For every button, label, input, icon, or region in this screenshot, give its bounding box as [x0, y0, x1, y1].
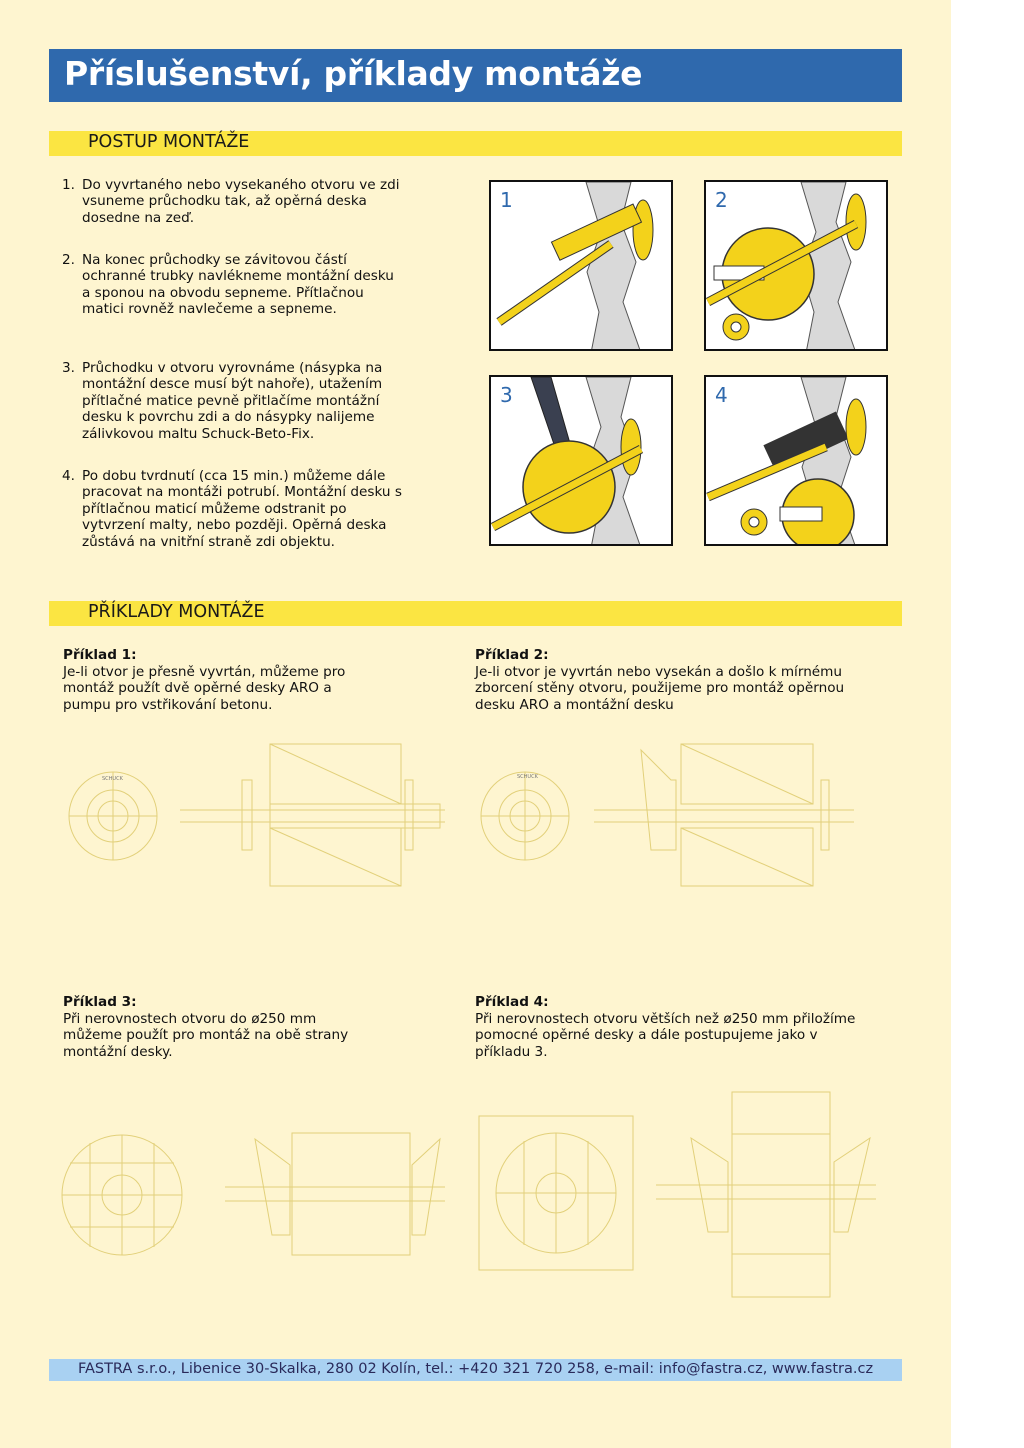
step-1-illustration-icon — [491, 182, 673, 351]
step-number: 3. — [62, 360, 75, 376]
page-title: Příslušenství, příklady montáže — [64, 54, 643, 93]
example-1-drawing — [60, 740, 450, 890]
footer-contact: FASTRA s.r.o., Libenice 30-Skalka, 280 02 Kolín, tel.: +420 321 720 258, e-mail: info@fastra.cz, www.fastra.cz — [77, 1361, 874, 1377]
example-title: Příklad 3: — [63, 994, 137, 1010]
example-title: Příklad 1: — [63, 647, 137, 663]
example-text: Při nerovnostech otvoru větších než ø250 mm přiložíme pomocné opěrné desky a dále postupujeme jako v příkladu 3. — [475, 1010, 856, 1060]
example-1 — [63, 647, 373, 713]
footer-bar — [49, 1359, 902, 1381]
step-2 — [62, 252, 402, 318]
step-number: 2. — [62, 252, 75, 268]
example-3 — [63, 994, 373, 1060]
step-4 — [62, 468, 402, 550]
step-number: 1. — [62, 177, 75, 193]
step-text: Průchodku v otvoru vyrovnáme (násypka na montážní desce musí být nahoře), utažením přítlačné matice pevně přitlačíme montážní desku k povrchu zdi a do násypky nalijeme zálivkovou maltu Schuck-Beto-Fix. — [82, 360, 383, 442]
step-number: 4. — [62, 468, 75, 484]
example-4 — [475, 994, 865, 1060]
section-procedure — [49, 131, 902, 156]
section-examples — [49, 601, 902, 626]
step-3-illustration-icon — [491, 377, 673, 546]
step-4-illustration-icon — [706, 377, 888, 546]
step-text: Po dobu tvrdnutí (cca 15 min.) můžeme dále pracovat na montáži potrubí. Montážní desku s přítlačnou maticí můžeme odstranit po vytvrzení malty, nebo později. Opěrná deska zůstává na vnitřní straně zdi objektu. — [82, 468, 402, 550]
example-text: Je-li otvor je vyvrtán nebo vysekán a došlo k mírnému zborcení stěny otvoru, použijeme pro montáž opěrnou desku ARO a montážní desku — [475, 663, 845, 713]
illustration-step-1 — [489, 180, 673, 351]
title-bar — [49, 49, 902, 102]
illustration-step-2 — [704, 180, 888, 351]
example-text: Je-li otvor je přesně vyvrtán, můžeme pro montáž použít dvě opěrné desky ARO a pumpu pro vstřikování betonu. — [63, 663, 346, 713]
schuck-label: SCHUCK — [517, 774, 538, 780]
example-4-drawing — [476, 1090, 886, 1300]
step-1 — [62, 177, 402, 226]
schuck-label: SCHUCK — [102, 776, 123, 782]
step-text: Do vyvrtaného nebo vysekaného otvoru ve zdi vsuneme průchodku tak, až opěrná deska dosedne na zeď. — [82, 177, 400, 226]
panel-number: 2 — [715, 188, 728, 212]
panel-number: 4 — [715, 383, 728, 407]
section-examples-title: PŘÍKLADY MONTÁŽE — [88, 602, 265, 622]
example-text: Při nerovnostech otvoru do ø250 mm můžeme použít pro montáž na obě strany montážní desky. — [63, 1010, 349, 1060]
panel-number: 3 — [500, 383, 513, 407]
example-2 — [475, 647, 875, 713]
illustration-step-4 — [704, 375, 888, 546]
example-title: Příklad 4: — [475, 994, 549, 1010]
example-2-drawing — [476, 740, 866, 890]
illustration-step-3 — [489, 375, 673, 546]
section-procedure-title: POSTUP MONTÁŽE — [88, 132, 250, 152]
panel-number: 1 — [500, 188, 513, 212]
step-3 — [62, 360, 402, 442]
example-title: Příklad 2: — [475, 647, 549, 663]
step-2-illustration-icon — [706, 182, 888, 351]
step-text: Na konec průchodky se závitovou částí ochranné trubky navlékneme montážní desku a sponou na obvodu sepneme. Přítlačnou matici rovněž navlečeme a sepneme. — [82, 252, 394, 318]
example-3-drawing — [60, 1125, 450, 1265]
